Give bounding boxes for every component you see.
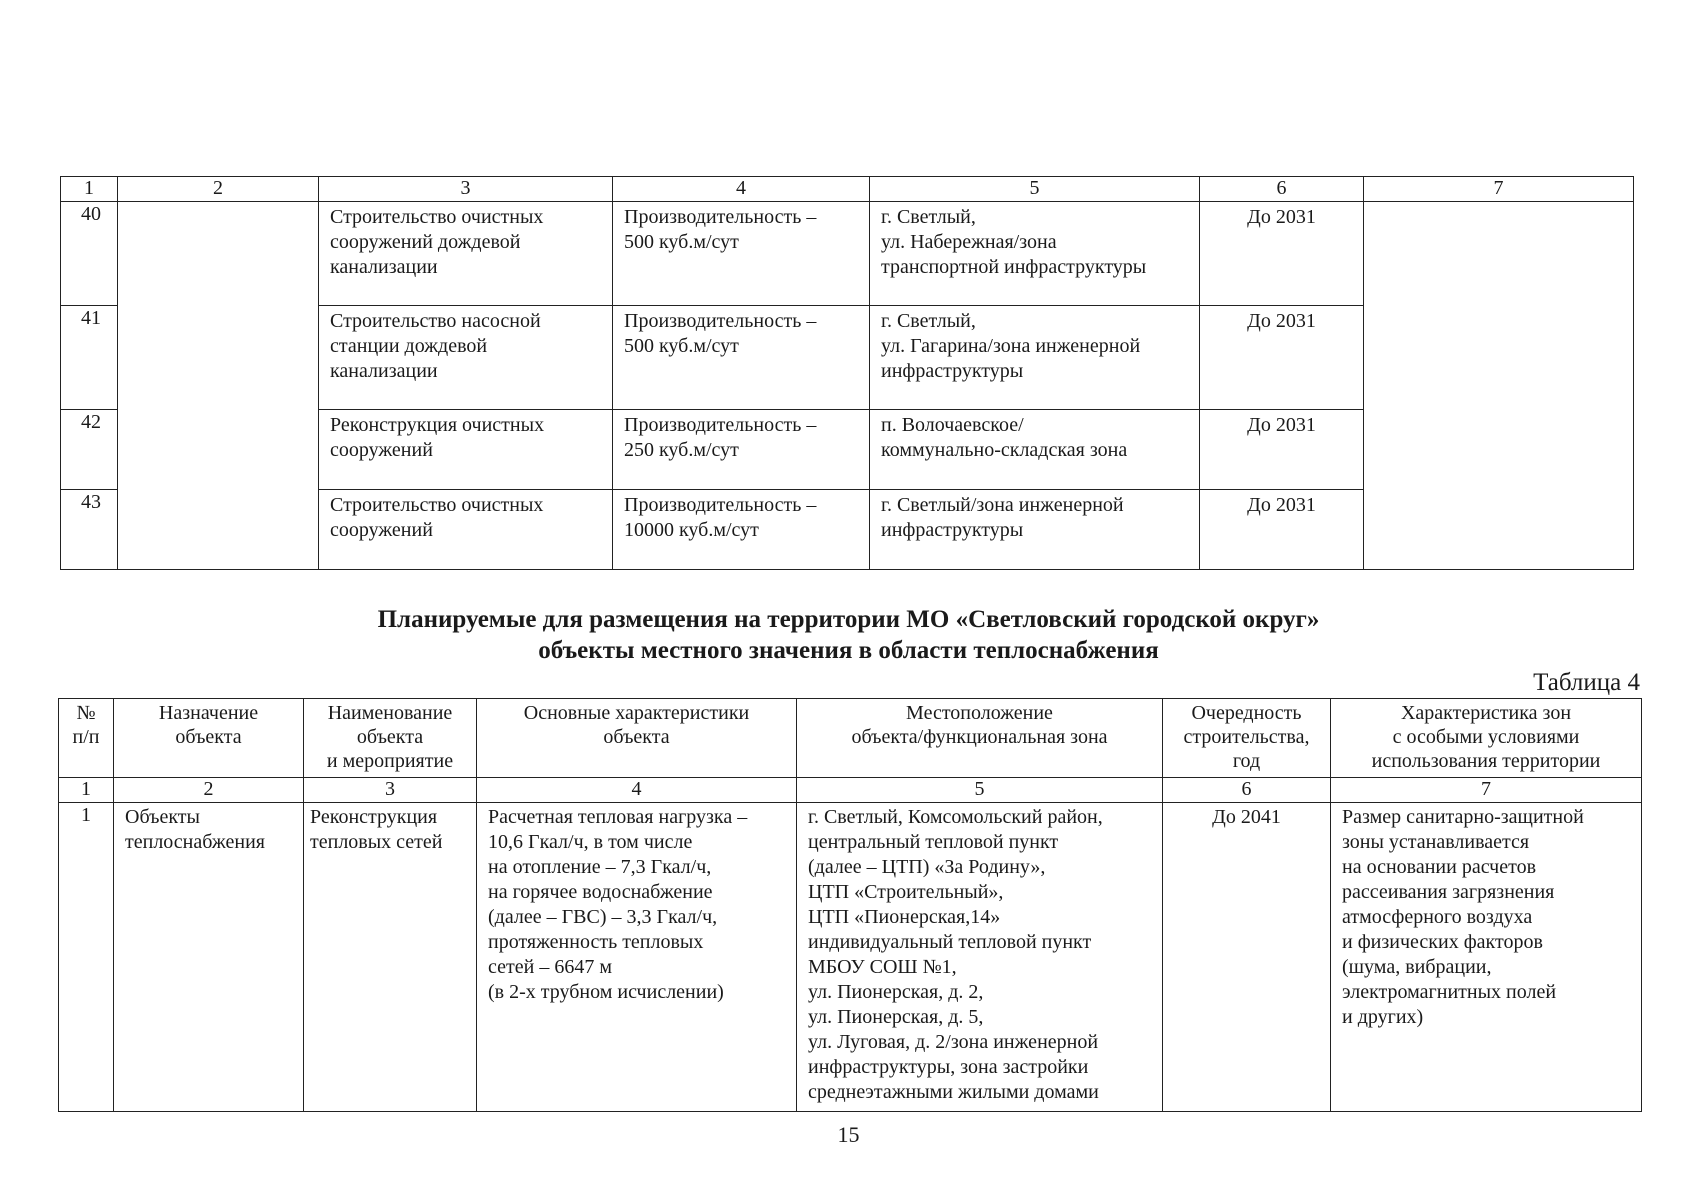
zones-cell: Размер санитарно-защитной зоны устанавливается на основании расчетов рассеивания загрязнения атмосферного воздуха и физических факторов (шума, вибрации, электромагнитных полей и других) bbox=[1331, 803, 1642, 1112]
table-header-row bbox=[59, 699, 1642, 778]
row-number: 42 bbox=[61, 410, 118, 490]
infrastructure-table-continued bbox=[60, 176, 1634, 570]
location-cell: г. Светлый, ул. Набережная/зона транспортной инфраструктуры bbox=[870, 202, 1200, 306]
row-number: 43 bbox=[61, 490, 118, 570]
column-number: 6 bbox=[1163, 778, 1331, 803]
column-header: Местоположение объекта/функциональная зона bbox=[797, 699, 1163, 778]
column-number: 4 bbox=[477, 778, 797, 803]
heading-line: Планируемые для размещения на территории МО «Светловский городской округ» bbox=[377, 606, 1320, 633]
table-row bbox=[61, 202, 1634, 306]
table-row bbox=[59, 803, 1642, 1112]
column-number-row bbox=[61, 177, 1634, 202]
object-name-cell: Строительство очистных сооружений дождевой канализации bbox=[319, 202, 613, 306]
characteristics-cell: Производительность – 500 куб.м/сут bbox=[613, 306, 870, 410]
column-number: 7 bbox=[1364, 177, 1634, 202]
column-number: 6 bbox=[1200, 177, 1364, 202]
column-header: Очередность строительства, год bbox=[1163, 699, 1331, 778]
location-cell: г. Светлый/зона инженерной инфраструктуры bbox=[870, 490, 1200, 570]
year-cell: До 2031 bbox=[1200, 306, 1364, 410]
row-number: 1 bbox=[59, 803, 114, 1112]
table-label: Таблица 4 bbox=[1533, 669, 1640, 696]
column-number: 3 bbox=[304, 778, 477, 803]
zones-cell bbox=[1364, 202, 1634, 570]
page-number: 15 bbox=[837, 1122, 860, 1147]
year-cell: До 2031 bbox=[1200, 490, 1364, 570]
object-name-cell: Реконструкция тепловых сетей bbox=[304, 803, 477, 1112]
object-name-cell: Строительство очистных сооружений bbox=[319, 490, 613, 570]
column-header: Наименование объекта и мероприятие bbox=[304, 699, 477, 778]
row-number: 41 bbox=[61, 306, 118, 410]
object-name-cell: Реконструкция очистных сооружений bbox=[319, 410, 613, 490]
characteristics-cell: Расчетная тепловая нагрузка – 10,6 Гкал/ч, в том числе на отопление – 7,3 Гкал/ч, на горячее водоснабжение (далее – ГВС) – 3,3 Гкал/ч, протяженность тепловых сетей – 6647 м (в 2-х трубном исчислении) bbox=[477, 803, 797, 1112]
column-header: Основные характеристики объекта bbox=[477, 699, 797, 778]
column-number: 2 bbox=[114, 778, 304, 803]
location-cell: п. Волочаевское/ коммунально-складская зона bbox=[870, 410, 1200, 490]
location-cell: г. Светлый, Комсомольский район, центральный тепловой пункт (далее – ЦТП) «За Родину», ЦТП «Строительный», ЦТП «Пионерская,14» индивидуальный тепловой пункт МБОУ СОШ №1, ул. Пионерская, д. 2, ул. Пионерская, д. 5, ул. Луговая, д. 2/зона инженерной инфраструктуры, зона застройки среднеэтажными жилыми домами bbox=[797, 803, 1163, 1112]
characteristics-cell: Производительность – 10000 куб.м/сут bbox=[613, 490, 870, 570]
section-heading bbox=[0, 604, 1697, 666]
column-number: 1 bbox=[61, 177, 118, 202]
column-number: 3 bbox=[319, 177, 613, 202]
location-cell: г. Светлый, ул. Гагарина/зона инженерной инфраструктуры bbox=[870, 306, 1200, 410]
heat-supply-table bbox=[58, 698, 1642, 1112]
row-number: 40 bbox=[61, 202, 118, 306]
heading-line: объекты местного значения в области теплоснабжения bbox=[538, 637, 1159, 664]
object-name-cell: Строительство насосной станции дождевой канализации bbox=[319, 306, 613, 410]
column-number: 4 bbox=[613, 177, 870, 202]
column-header: Назначение объекта bbox=[114, 699, 304, 778]
column-number: 7 bbox=[1331, 778, 1642, 803]
column-header: Характеристика зон с особыми условиями использования территории bbox=[1331, 699, 1642, 778]
column-header: № п/п bbox=[59, 699, 114, 778]
purpose-cell: Объекты теплоснабжения bbox=[114, 803, 304, 1112]
year-cell: До 2031 bbox=[1200, 410, 1364, 490]
column-number: 1 bbox=[59, 778, 114, 803]
year-cell: До 2041 bbox=[1163, 803, 1331, 1112]
column-number: 5 bbox=[797, 778, 1163, 803]
year-cell: До 2031 bbox=[1200, 202, 1364, 306]
column-number-row bbox=[59, 778, 1642, 803]
purpose-cell bbox=[118, 202, 319, 570]
characteristics-cell: Производительность – 500 куб.м/сут bbox=[613, 202, 870, 306]
column-number: 5 bbox=[870, 177, 1200, 202]
column-number: 2 bbox=[118, 177, 319, 202]
characteristics-cell: Производительность – 250 куб.м/сут bbox=[613, 410, 870, 490]
